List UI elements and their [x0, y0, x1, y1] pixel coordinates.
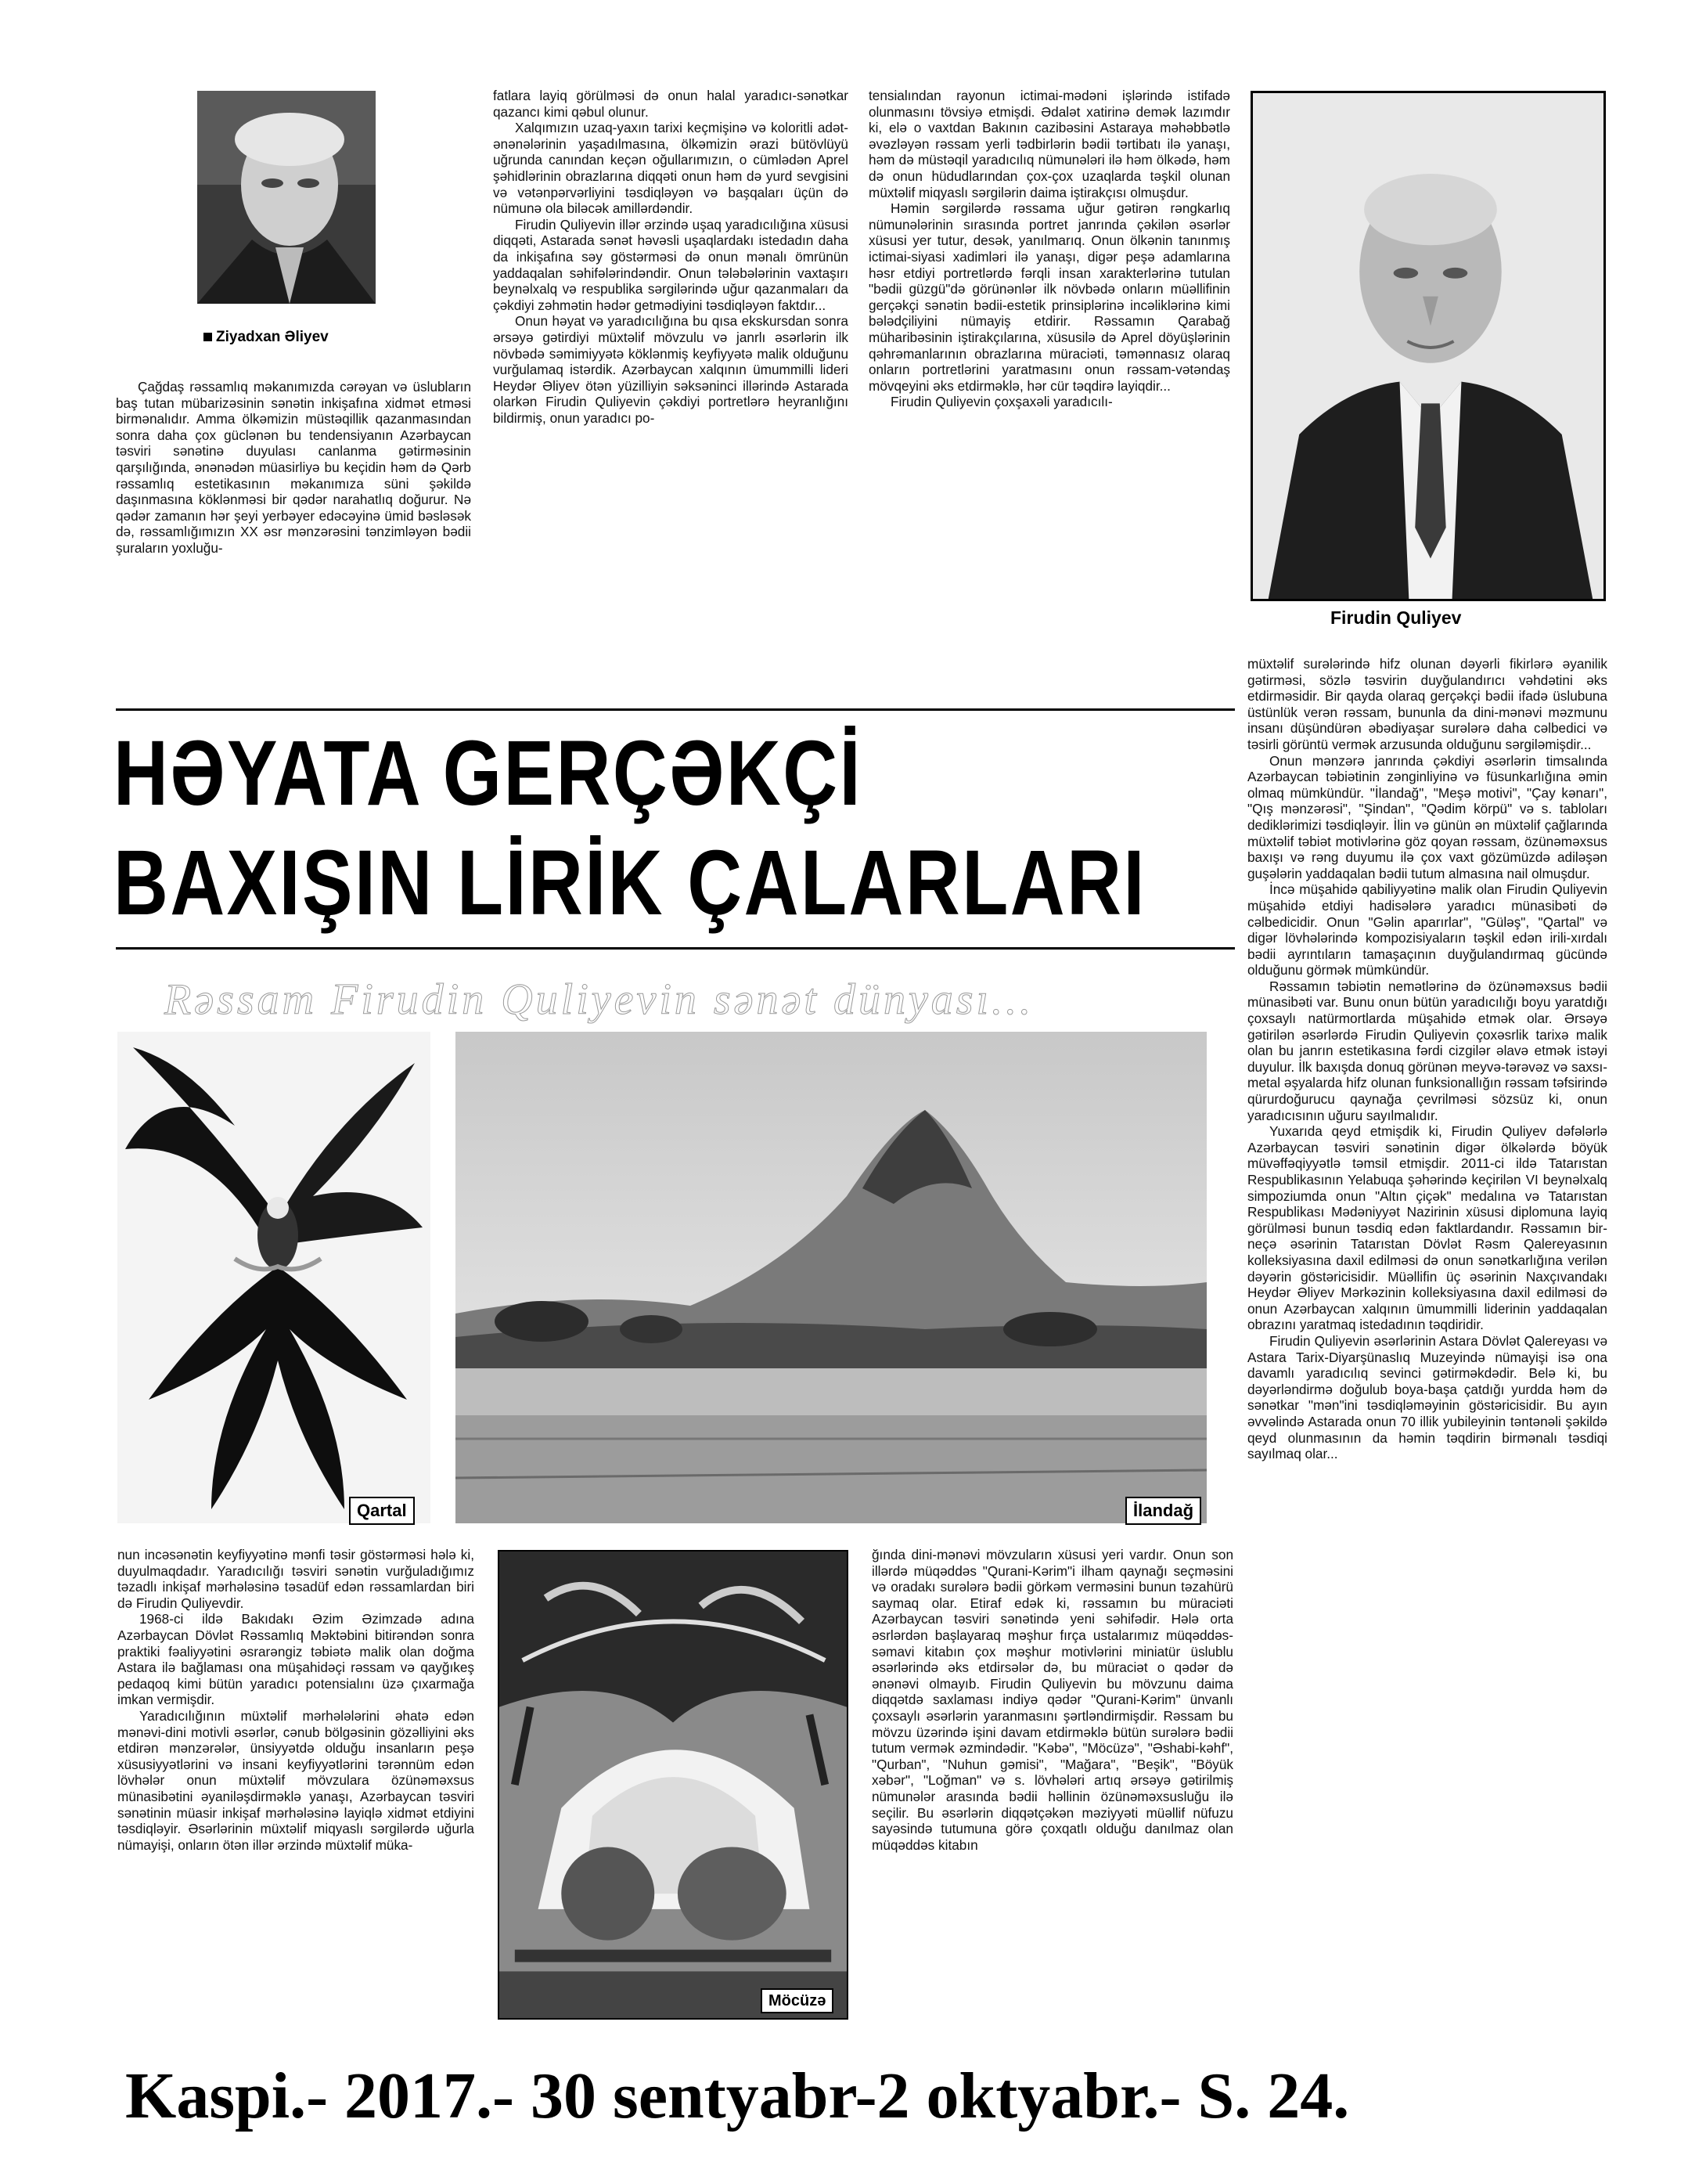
mocuze-painting	[498, 1550, 848, 2020]
paragraph: 1968-ci ildə Bakıdakı Əzim Əzimzadə adına Azərbaycan Dövlət Rəssamlıq Məktəbini bitirəndən sonra praktiki fəaliyyətini əsrarəngiz təbiətə malik olan doğma Astara ilə bağlaması ona müşahidəçi rəssam və qayğıkeş pedaqoq kimi bütün yaradıcı potensialını üzə çıxarmağa imkan vermişdir.	[117, 1611, 474, 1708]
paragraph: Rəssamın təbiətin nemətlərinə də özünəməxsus bədii münasibəti var. Bunu onun bütün yaradıcılığı boyu yaratdığı çoxsaylı natürmortlarda müşahidə etmək olar. Ərsəyə gətirilən əsərlərdə Firudin Quliyevin çoxəsrlik tarixə malik olan bu janrın estetikasına fərdi cizgilər əlavə etmək istəyi duyulur. İlk baxışda donuq görünən meyvə-tərəvəz və saxsı-metal əşyalarda hifz olunan funksionallığın rəssam təfsirində qürurdoğurucu qaynağa çevrilməsi sözsüz ki, onun yaradıcısının uğuru sayılmalıdır.	[1247, 978, 1607, 1123]
ilandag-caption: İlandağ	[1125, 1497, 1201, 1525]
paragraph: Çağdaş rəssamlıq məkanımızda cərəyan və üslubların baş tutan mübarizəsinin sənətin inkişafına xidmət etməsi birmənalıdır. Amma ölkəmizin müstəqillik qazanmasından sonra daha çox güclənən bu tendensiyanın Azərbaycan təsviri sənətinə duyulası canlanma gətirməsinin qarşılığında, ənənədən müasirliyə bu keçidin həm də Qərb rəssamlıq estetikasının məkanımıza süni şəkildə daşınmasına köklənməsi bir qədər narahatlıq doğurur. Nə qədər zamanın hər şeyi yerbəyer edəcəyinə ümid bəsləsək də, rəssamlığımızın XX əsr mənzərəsini tənzimləyən bədii şuraların yoxluğu-	[116, 379, 471, 556]
author-photo	[197, 91, 376, 304]
paragraph: Onun həyat və yaradıcılığına bu qısa ekskursdan sonra ərsəyə gətirdiyi müxtəlif mövzulu və janrlı əsərlərin ilk növbədə səmimiyyətə köklənmiş keyfiyyətə malik olduğunu vurğulamaq istərdik. Azərbaycan xalqının ümummilli lideri Heydər Əliyev ötən yüzilliyin səksəninci illərində Astarada olarkən Firudin Quliyevin çəkdiyi portretlərə heyranlığını bildirmiş, onun yaradıcı po-	[493, 313, 848, 426]
column-4	[1247, 656, 1607, 2018]
bullet-icon	[203, 333, 212, 341]
column-2-top	[493, 88, 848, 684]
paragraph: Firudin Quliyevin əsərlərinin Astara Dövlət Qalereyası və Astara Tarix-Diyarşünaslıq Muzeyində nümayişi isə ona davamlı yaradıcılıq sevinci gətirməkdədir. Belə ki, bu dəyərləndirmə doğulub boya-başa çatdığı yurdda həm də sənətkar "mən"ini təsdiqləməyinin göstəricisidir. Bu ayın əvvəlində Astarada onun 70 illik yubileyinin təntənəli şəkildə qeyd olunmasının da həmin təqdirin birmənalı təsdiqi sayılmaq olar...	[1247, 1332, 1607, 1462]
paragraph: Həmin sərgilərdə rəssama uğur gətirən rəngkarlıq nümunələrinin sırasında portret janrında çəkilən əsərlər xüsusi yer tutur, desək, yanılmarıq. Onun ölkənin tanınmış ictimai-siyasi xadimləri ilə yanaşı, digər peşə adamlarına həsr etdiyi portretlərdə fərqli insan xarakterlərinə tutulan "bədii güzgü"də görünənlər ilk növbədə onların müəllifinin gerçəkçi sənətin bədii-estetik prinsiplərinə incəliklərinə kimi bələdçiliyini nümayiş etdirir. Rəssamın Qarabağ müharibəsinin iştirakçılarına, xüsusilə də Aprel döyüşlərinin qəhrəmanlarının obrazlarına müraciəti, təmənnasız olaraq onların portretlərini yaratmasını onun rəssam-vətəndaş mövqeyini əks etdirməklə, hər cür təqdirə layiqdir...	[869, 200, 1230, 394]
paragraph: Yuxarıda qeyd etmişdik ki, Firudin Quliyev dəfələrlə Azərbaycan təsviri sənətinin digər ölkələrdə böyük müvəffəqiyyətlə təmsil etmişdir. 2011-ci ildə Tatarıstan Respublikasının Yelabuqa şəhərində keçirilən VI beynəlxalq simpoziumda onun "Altın çiçək" medalına və Tatarıstan Respublikası Mədəniyyət Nazirinin xüsusi diplomuna layiq görülməsi bunun təsdiq edən faktlardandır. Rəssamın bir- neçə əsərinin Tatarıstan Dövlət Rəsm Qalereyasının kolleksiyasına daxil edilməsi də onun sənətkarlığına verilən dəyərin göstəricisidir. Müəllifin üç əsərinin Naxçıvandakı Heydər Əliyev Mərkəzinin kolleksiyasına daxil edilməsi də onun Azərbaycan xalqının ümummilli liderinin yaddaqalan obrazını yaratmaq istedadının təqdiridir.	[1247, 1123, 1607, 1333]
headline-line-1: HƏYATA GERÇƏKÇİ	[113, 722, 862, 825]
headline-rule-bottom	[116, 947, 1235, 950]
qartal-painting	[117, 1032, 430, 1523]
paragraph: Firudin Quliyevin illər ərzində uşaq yaradıcılığına xüsusi diqqəti, Astarada sənət həvəsli uşaqlardakı istedadın daha da inkişafına səy göstərməsi də onun mənalı ömrünün yaddaqalan səhifələrindəndir. Onun tələbələrinin vaxtaşırı beynəlxalq və respublika sərgilərində uğur qazanmaları da çəkdiyi zəhmətin hədər getmədiyini təsdiqləyən faktdır...	[493, 216, 848, 313]
paragraph: ğında dini-mənəvi mövzuların xüsusi yeri vardır. Onun son illərdə müqəddəs "Qurani-Kərim"i ilham qaynağı seçməsini və oradakı surələrə bədii görkəm verməsini bunun təzahürü saymaq olar. Etiraf edək ki, rəssamın bu müraciəti Azərbaycan təsviri sənətində yeni səhifədir. Hələ orta əsrlərdən başlayaraq məşhur fırça ustalarımız müqəddəs-səmavi kitabın çox məşhur motivlərini miniatür üslublu əsərlərində əks etdirsələr də, bu müraciət o qədər də ənənəvi olmayıb. Firudin Quliyevin bu mövzunu daima diqqətdə saxlaması indiyə qədər "Qurani-Kərim" ünvanlı çoxsaylı əsərlərin yaranmasını şərtləndirmişdir. Rəssam bu mövzu üzərində işini davam etdirməklə bütün surələrə bədii tutum vermək əzmindədir. "Kəbə", "Möcüzə", "Əshabi-kəhf", "Qurban", "Nuhun gəmisi", "Mağara", "Beşik", "Böyük xəbər", "Loğman" və s. lövhələri artıq ərsəyə gətirilmiş nümunələr arasında bədii həllinin özünəməxsusluğu ilə seçilir. Bu əsərlərin diqqətçəkən məziyyəti müəllif nüfuzu sayəsində tutumuna görə çoxqatlı olduğu danılmaz olan müqəddəs kitabın	[872, 1547, 1233, 1853]
column-3-top	[869, 88, 1230, 684]
mocuze-caption: Möcüzə	[761, 1988, 833, 2013]
headline-rule-top	[116, 708, 1235, 711]
portrait-photo	[1251, 91, 1606, 601]
headline-line-2: BAXIŞIN LİRİK ÇALARLARI	[113, 831, 1146, 935]
ilandag-painting	[455, 1032, 1207, 1523]
column-1-bottom	[117, 1547, 474, 2020]
column-3-bottom	[872, 1547, 1233, 2020]
paragraph: İncə müşahidə qabiliyyətinə malik olan Firudin Quliyevin müşahidə etdiyi hadisələrə yaradıcı münasibəti də cəlbedicidir. Onun "Gəlin aparırlar", "Güləş", "Qartal" və digər lövhələrində kompozisiyaların təşkil edən irili-xırdalı bədii ayrıntıların tamaşaçının duyğulandırmaq gücündə olduğunu görmək mümkündür.	[1247, 881, 1607, 978]
paragraph: Firudin Quliyevin çoxşaxəli yaradıcılı-	[891, 394, 1113, 410]
author-byline	[203, 329, 329, 346]
paragraph: Yaradıcılığının müxtəlif mərhələlərini əhatə edən mənəvi-dini motivli əsərlər, cənub bölgəsinin gözəlliyini əks etdirən mənzərələr, ünsiyyətdə olduğu insanların peşə xüsusiyyətlərini və insani keyfiyyətlərini tərənnüm edən lövhələr onun müxtəlif mövzulara özünəməxsus münasibətini əyaniləşdirməklə yanaşı, Azərbaycan təsviri sənətinin müasir inkişaf mərhələsinə layiqlə xidmət etdiyini təsdiqləyir. Əsərlərinin müxtəlif miqyaslı sərgilərdə uğurla nümayişi, onların ötən illər ərzində müxtəlif müka-	[117, 1707, 474, 1853]
qartal-caption: Qartal	[349, 1497, 415, 1525]
paragraph: müxtəlif surələrində hifz olunan dəyərli fikirlərə əyanilik gətirməsi, sözlə təsvirin duyğulandırıcı vəhdətini əks etdirməsidir. Bir qayda olaraq gerçəkçi bədii ifadə üslubuna üstünlük verən rəssam, bununla da dini-mənəvi məzmunu insanı düşündürən əbədiyaşar surələrə daha cəlbedici və təsirli görüntü vermək arzusunda olduğunu sərgiləmişdir...	[1247, 656, 1607, 752]
paragraph: fatlara layiq görülməsi də onun halal yaradıcı-sənətkar qazancı kimi qəbul olunur.	[493, 88, 848, 120]
portrait-caption: Firudin Quliyev	[1330, 607, 1462, 628]
author-name: Ziyadxan Əliyev	[216, 329, 329, 345]
column-1-top	[116, 379, 471, 684]
paragraph: Onun mənzərə janrında çəkdiyi əsərlərin timsalında Azərbaycan təbiətinin zənginliyinə və füsunkarlığına əmin olmaq mümkündür. "İlandağ", "Meşə motivi", "Çay kənarı", "Qış mənzərəsi", "Şindan", "Qədim körpü" və s. tabloları dediklərimizi təsdiqləyir. İlin və günün ən müxtəlif çağlarında müxtəlif təbiət motivlərinə göz qoyan rəssam, özünəməxsus baxışı və rəng duyumu ilə çox vaxt gözümüzdə adiləşən guşələrin yaddaqalan bədii tutum almasına nail olmuşdur.	[1247, 752, 1607, 881]
paragraph: tensialından rayonun ictimai-mədəni işlərində istifadə olunmasını tövsiyə etmişdi. Ədalət xatirinə demək lazımdır ki, elə o vaxtdan Bakının cazibəsini Astaraya məhəbbətlə əvəzləyən rəssam yerli tədbirlərin bədii tərtibatı ilə yanaşı, həm də müstəqil yaradıcılıq nümunələri ilə həm ölkədə, həm də onun hüdudlarından çox-çox uzaqlarda təşkil olunan müxtəlif miqyaslı sərgilərin daima iştirakçısı olmuşdur.	[869, 88, 1230, 200]
paragraph: Xalqımızın uzaq-yaxın tarixi keçmişinə və koloritli adət-ənənələrinin yaşadılmasına, ölkəmizin ərazi bütövlüyü uğrunda canından keçən oğullarımızın, o cümlədən Aprel şəhidlərinin obrazlarına diqqəti onun həm də yurd sevgisini və vətənpərvərliyini təsdiqləyən və başqaları üçün də nümunə ola biləcək amillərdəndir.	[493, 120, 848, 217]
footer-citation: Kaspi.- 2017.- 30 sentyabr-2 oktyabr.- S. 24.	[125, 2060, 1350, 2132]
subtitle: Rəssam Firudin Quliyevin sənət dünyası...	[164, 975, 1035, 1024]
paragraph: nun incəsənətin keyfiyyətinə mənfi təsir göstərməsi hələ ki, duyulmaqdadır. Yaradıcılığı təsviri sənətin vurğuladığımız təzadlı inkişaf mərhələsinə təsadüf edən rəssamlardan biri də Firudin Quliyevdir.	[117, 1547, 474, 1611]
